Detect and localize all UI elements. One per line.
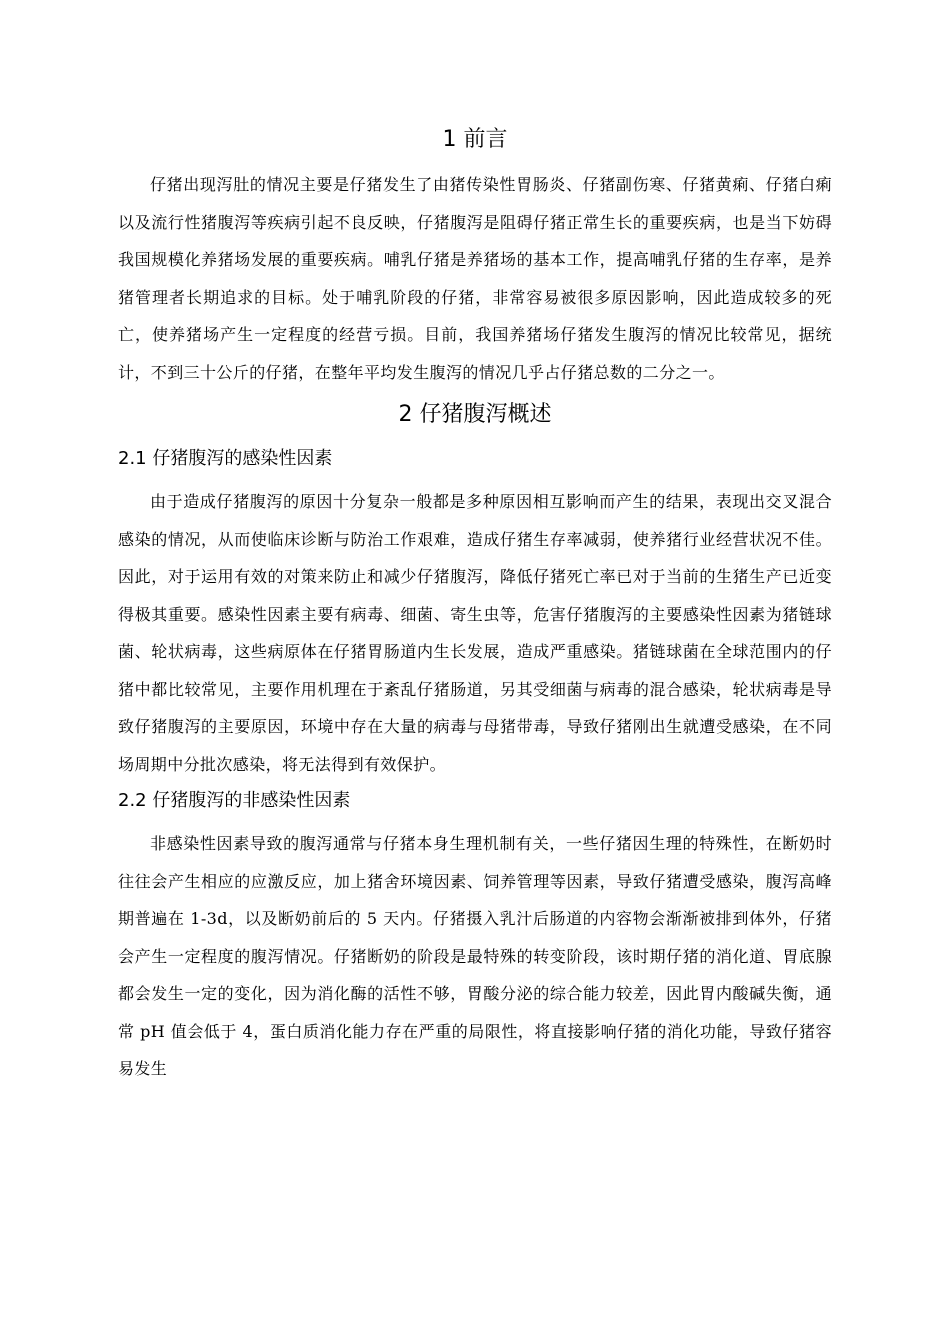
subsection-heading-noninfectious: 2.2 仔猪腹泻的非感染性因素: [118, 790, 351, 811]
subsection-heading-infectious: 2.1 仔猪腹泻的感染性因素: [118, 448, 333, 469]
document-body: [118, 124, 832, 1088]
section-heading-intro: 1 前言: [442, 127, 508, 152]
infectious-paragraph: 由于造成仔猪腹泻的原因十分复杂一般都是多种原因相互影响而产生的结果，表现出交叉混合感染的情况，从而使临床诊断与防治工作艰难，造成仔猪生存率减弱，使养猪行业经营状况不佳。因此，对于运用有效的对策来防止和减少仔猪腹泻，降低仔猪死亡率已对于当前的生猪生产已近变得极其重要。感染性因素主要有病毒、细菌、寄生虫等，危害仔猪腹泻的主要感染性因素为猪链球菌、轮状病毒，这些病原体在仔猪胃肠道内生长发展，造成严重感染。猪链球菌在全球范围内的仔猪中都比较常见，主要作用机理在于紊乱仔猪肠道，另其受细菌与病毒的混合感染，轮状病毒是导致仔猪腹泻的主要原因，环境中存在大量的病毒与母猪带毒，导致仔猪刚出生就遭受感染，在不同场周期中分批次感染，将无法得到有效保护。: [118, 492, 832, 774]
section-heading-overview: 2 仔猪腹泻概述: [398, 402, 552, 427]
intro-paragraph: 仔猪出现泻肚的情况主要是仔猪发生了由猪传染性胃肠炎、仔猪副伤寒、仔猪黄痢、仔猪白痢以及流行性猪腹泻等疾病引起不良反映，仔猪腹泻是阻碍仔猪正常生长的重要疾病，也是当下妨碍我国规模化养猪场发展的重要疾病。哺乳仔猪是养猪场的基本工作，提高哺乳仔猪的生存率，是养猪管理者长期追求的目标。处于哺乳阶段的仔猪，非常容易被很多原因影响，因此造成较多的死亡，使养猪场产生一定程度的经营亏损。目前，我国养猪场仔猪发生腹泻的情况比较常见，据统计，不到三十公斤的仔猪，在整年平均发生腹泻的情况几乎占仔猪总数的二分之一。: [118, 175, 832, 382]
noninfectious-paragraph: 非感染性因素导致的腹泻通常与仔猪本身生理机制有关，一些仔猪因生理的特殊性，在断奶时往往会产生相应的应激反应，加上猪舍环境因素、饲养管理等因素，导致仔猪遭受感染，腹泻高峰期普遍在 1-3d，以及断奶前后的 5 天内。仔猪摄入乳汁后肠道的内容物会渐渐被排到体外，仔猪会产生一定程度的腹泻情况。仔猪断奶的阶段是最特殊的转变阶段，该时期仔猪的消化道、胃底腺都会发生一定的变化，因为消化酶的活性不够，胃酸分泌的综合能力较差，因此胃内酸碱失衡，通常 pH 值会低于 4，蛋白质消化能力存在严重的局限性，将直接影响仔猪的消化功能，导致仔猪容易发生: [118, 834, 832, 1078]
